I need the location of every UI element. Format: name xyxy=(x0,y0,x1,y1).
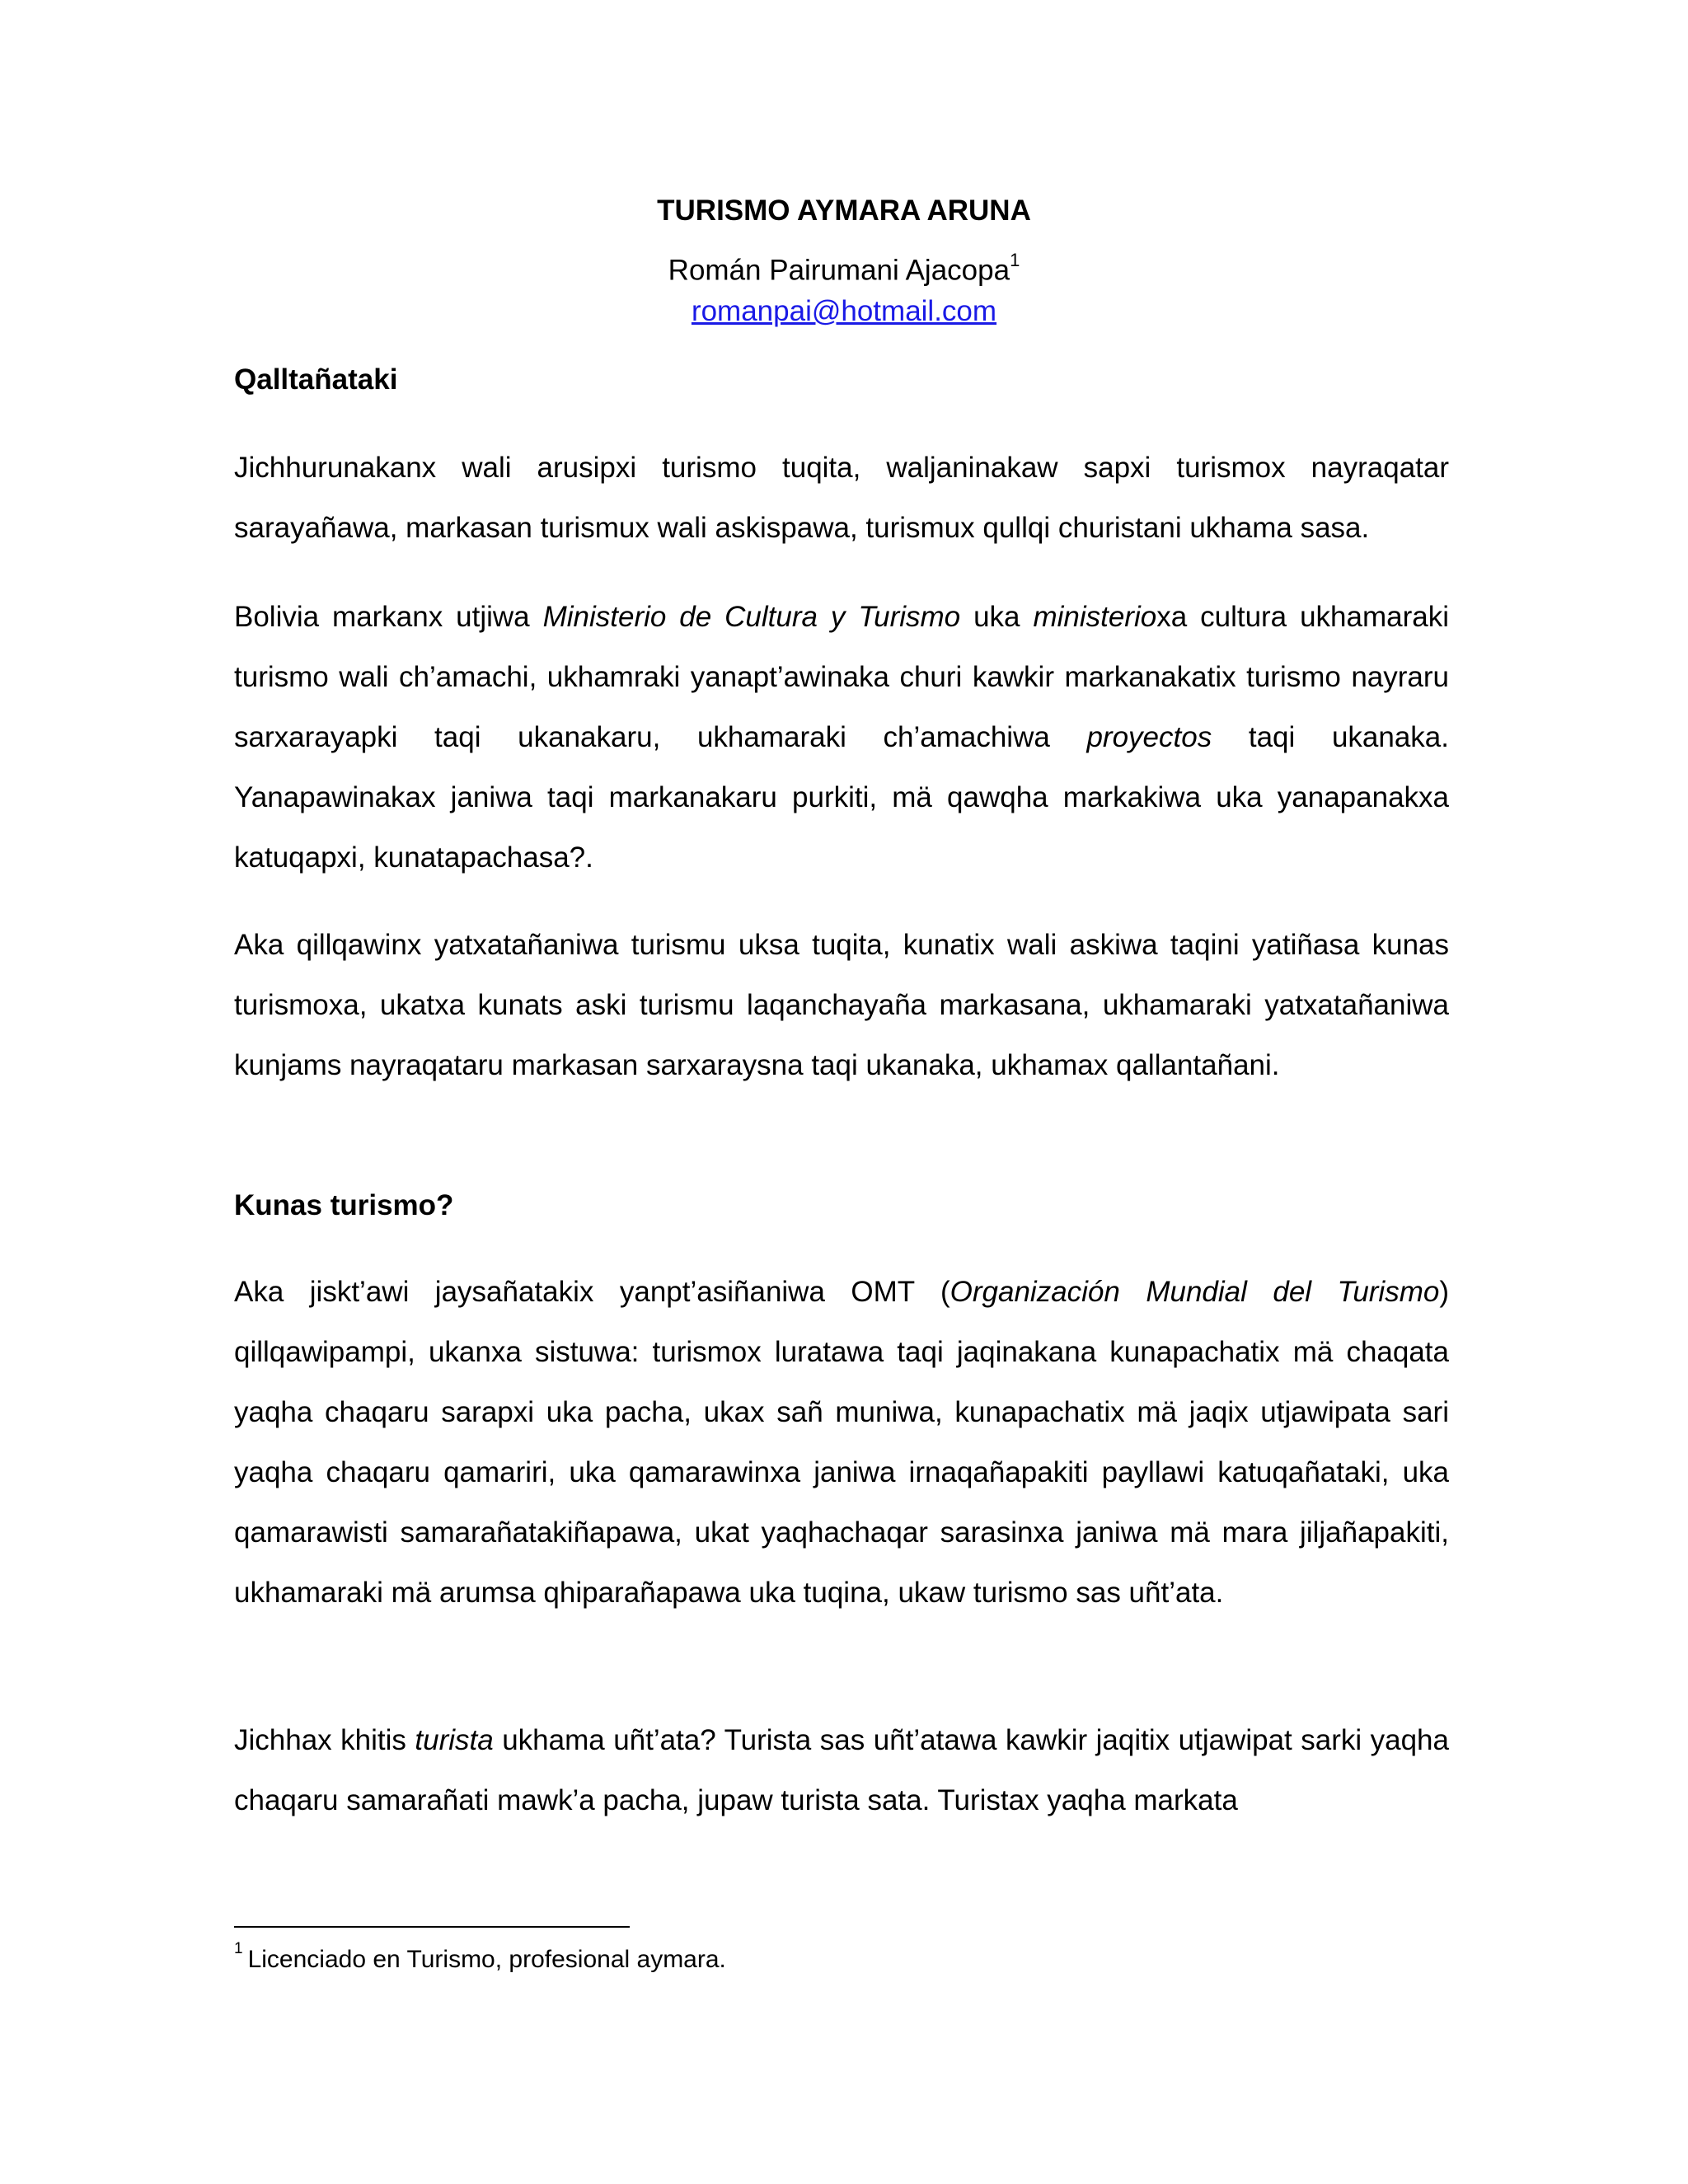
section-heading-intro: Qalltañataki xyxy=(234,363,398,396)
paragraph-4: Aka jiskt’awi jaysañatakix yanpt’asiñaniwa OMT (Organización Mundial del Turismo) qillqawipampi, ukanxa sistuwa: turismox luratawa taqi jaqinakana kunapachatix mä chaqata yaqha chaqaru sarapxi uka pacha, ukax sañ muniwa, kunapachatix mä jaqix utjawipata sari yaqha chaqaru qamariri, uka qamarawinxa janiwa irnaqañapakiti payllawi katuqañataki, uka qamarawisti samarañatakiñapawa, ukat yaqhachaqar sarasinxa janiwa mä mara jiljañapakiti, ukhamaraki mä arumsa qhiparañapawa uka tuqina, ukaw turismo sas uñt’ata. xyxy=(234,1276,1449,1609)
author-name: Román Pairumani Ajacopa xyxy=(668,254,1010,287)
section-heading-turismo: Kunas turismo? xyxy=(234,1189,454,1221)
paragraph-3: Aka qillqawinx yatxatañaniwa turismu uksa tuqita, kunatix wali askiwa taqini yatiñasa kunas turismoxa, ukatxa kunats aski turismu laqanchayaña markasana, ukhamaraki yatxatañaniwa kunjams nayraqataru markasan sarxaraysna taqi ukanaka, ukhamax qallantañani. xyxy=(234,929,1449,1081)
paragraph-2: Bolivia markanx utjiwa Ministerio de Cultura y Turismo uka ministerioxa cultura ukhamaraki turismo wali ch’amachi, ukhamraki yanapt’awinaka churi kawkir markanakatix turismo nayraru sarxarayapki taqi ukanakaru, ukhamaraki ch’amachiwa proyectos taqi ukanaka. Yanapawinakax janiwa taqi markanakaru purkiti, mä qawqha markakiwa uka yanapanakxa katuqapxi, kunatapachasa?. xyxy=(234,601,1449,874)
author-line xyxy=(0,250,1688,288)
italic-turista: turista xyxy=(415,1724,494,1756)
paragraph-1: Jichhurunakanx wali arusipxi turismo tuqita, waljaninakaw sapxi turismox nayraqatar sarayañawa, markasan turismux wali askispawa, turismux qullqi churistani ukhama sasa. xyxy=(234,452,1449,544)
footnote-text: Licenciado en Turismo, profesional aymara. xyxy=(247,1946,726,1973)
author-email-link[interactable]: romanpai@hotmail.com xyxy=(691,295,997,327)
footnote-reference[interactable]: 1 xyxy=(1010,250,1020,270)
footnote-mark: 1 xyxy=(234,1940,243,1957)
italic-omt-name: Organización Mundial del Turismo xyxy=(950,1276,1440,1308)
italic-ministry-name: Ministerio de Cultura y Turismo xyxy=(542,601,961,633)
paragraph-5: Jichhax khitis turista ukhama uñt’ata? Turista sas uñt’atawa kawkir jaqitix utjawipat sarki yaqha chaqaru samarañati mawk’a pacha, jupaw turista sata. Turistax yaqha markata xyxy=(234,1724,1449,1816)
italic-ministerio: ministerio xyxy=(1033,601,1157,633)
footnote xyxy=(234,1940,726,1974)
document-title: TURISMO AYMARA ARUNA xyxy=(657,194,1031,227)
italic-proyectos: proyectos xyxy=(1086,721,1212,753)
footnote-separator xyxy=(234,1926,630,1928)
